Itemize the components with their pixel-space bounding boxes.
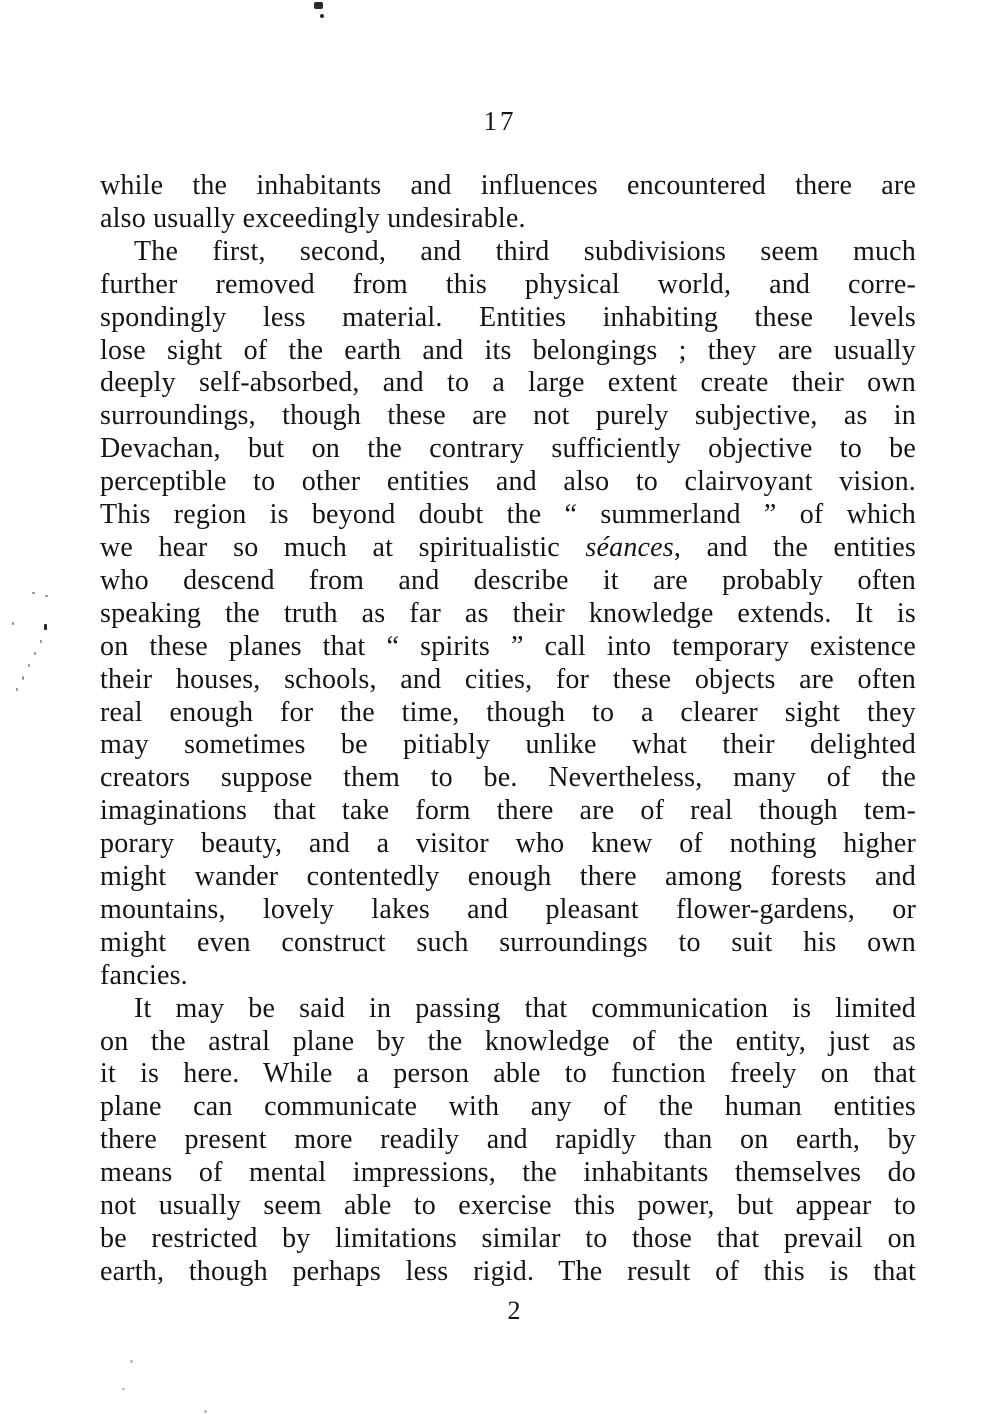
text-line: perceptible to other entities and also to clairvoyant vision. [100, 466, 916, 498]
signature-mark: 2 [507, 1296, 521, 1325]
text-line: creators suppose them to be. Nevertheless, many of the [100, 762, 916, 794]
page-number: 17 [483, 106, 517, 136]
text-line: their houses, schools, and cities, for these objects are often [100, 663, 916, 695]
text-line: mountains, lovely lakes and pleasant flower-gardens, or [100, 893, 916, 925]
margin-scratch-dot [28, 664, 30, 667]
text-line: The first, second, and third subdivisions seem much [134, 235, 916, 267]
margin-scratch-dot [40, 640, 42, 643]
text-line: on the astral plane by the knowledge of the entity, just as [100, 1025, 916, 1057]
ink-speck [122, 1388, 125, 1390]
text-line: who descend from and describe it are probably often [100, 564, 916, 596]
text-line: Devachan, but on the contrary sufficiently objective to be [100, 433, 916, 465]
margin-scratch-dot [45, 595, 48, 597]
text-line: be restricted by limitations similar to those that prevail on [100, 1223, 916, 1254]
paragraph [100, 993, 916, 1289]
text-line: while the inhabitants and influences encountered there are [100, 170, 916, 201]
text-block [100, 170, 916, 1289]
text-line: might wander contentedly enough there among forests and [100, 861, 916, 893]
text-line: It may be said in passing that communication is limited [134, 992, 916, 1024]
ink-speck [204, 1410, 207, 1413]
text-line: we hear so much at spiritualistic séances, and the entities [100, 531, 916, 563]
text-line: means of mental impressions, the inhabitants themselves do [100, 1157, 916, 1189]
paragraph [100, 236, 916, 993]
margin-scratch-dot [12, 622, 14, 625]
ink-speck [314, 2, 323, 9]
text-line: imaginations that take form there are of real though tem- [100, 795, 916, 827]
text-line: also usually exceedingly undesirable. [100, 202, 526, 234]
paragraph [100, 170, 916, 236]
text-line: spondingly less material. Entities inhabiting these levels [100, 301, 916, 333]
text-line: on these planes that “ spirits ” call into temporary existence [100, 630, 916, 662]
text-line: speaking the truth as far as their knowledge extends. It is [100, 597, 916, 629]
text-line: plane can communicate with any of the human entities [100, 1091, 916, 1123]
text-line: deeply self-absorbed, and to a large extent create their own [100, 367, 916, 399]
text-line: not usually seem able to exercise this power, but appear to [100, 1190, 916, 1222]
margin-scratch-dot [32, 592, 35, 594]
text-line: lose sight of the earth and its belongings ; they are usually [100, 334, 916, 366]
margin-scratch-dot [44, 624, 47, 630]
margin-scratch-dot [34, 652, 36, 655]
text-line: earth, though perhaps less rigid. The result of this is that [100, 1255, 916, 1287]
margin-scratch-dot [22, 676, 24, 680]
text-line: real enough for the time, though to a clearer sight they [100, 696, 916, 728]
text-line: This region is beyond doubt the “ summerland ” of which [100, 499, 916, 531]
ink-speck [130, 1360, 133, 1363]
text-line: further removed from this physical world, and corre- [100, 268, 916, 300]
text-line: surroundings, though these are not purely subjective, as in [100, 400, 916, 432]
text-line: might even construct such surroundings to suit his own [100, 926, 916, 958]
text-line: may sometimes be pitiably unlike what their delighted [100, 729, 916, 761]
ink-speck [320, 14, 324, 18]
text-line: it is here. While a person able to function freely on that [100, 1058, 916, 1090]
text-line: porary beauty, and a visitor who knew of nothing higher [100, 828, 916, 860]
margin-scratch-dot [16, 688, 18, 691]
text-line: fancies. [100, 959, 188, 991]
text-line: there present more readily and rapidly than on earth, by [100, 1124, 916, 1156]
